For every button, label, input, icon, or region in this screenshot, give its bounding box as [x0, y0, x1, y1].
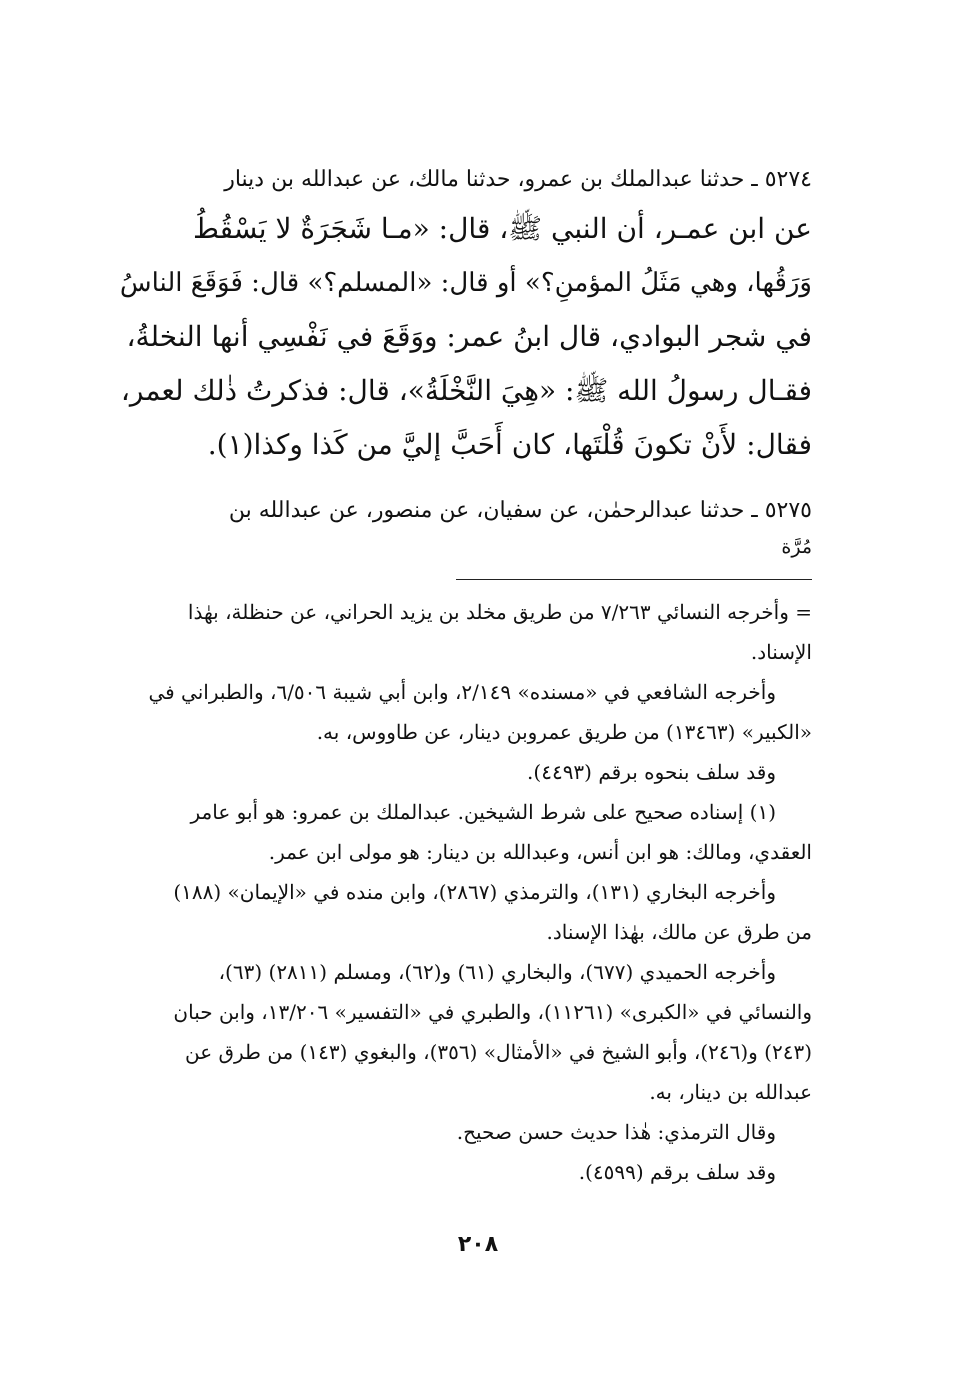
hadith-5274-line-1: ٥٢٧٤ ـ حدثنا عبدالملك بن عمرو، حدثنا مالك، عن عبدالله بن دينار — [224, 167, 812, 192]
footnote-line-12: (٢٤٣) و(٢٤٦)، وأبو الشيخ في «الأمثال» (٣٥٦)، والبغوي (١٤٣) من طرق عن — [184, 1040, 812, 1064]
hadith-5274-line-2: عن ابن عمـر، أن النبي ﷺ، قال: «مـا شَجَرَةٌ لا يَسْقُطُ — [193, 212, 812, 245]
hadith-5274-line-3: وَرَقُها، وهي مَثَلُ المؤمنِ؟» أو قال: «المسلم؟» قال: فَوَقَعَ الناسُ — [119, 268, 812, 298]
footnote-line-2: الإسناد. — [750, 640, 812, 664]
page-number: ٢٠٨ — [457, 1232, 499, 1257]
footnotes — [112, 592, 812, 1192]
hadith-5275 — [112, 490, 812, 562]
hadith-5274 — [112, 158, 812, 472]
footnote-line-9: من طرق عن مالك، بهٰذا الإسناد. — [546, 920, 812, 944]
footnote-line-1: = وأخرجه النسائي ٧/٢٦٣ من طريق مخلد بن يزيد الحراني، عن حنظلة، بهٰذا — [187, 600, 812, 624]
footnote-line-11: والنسائي في «الكبرى» (١١٢٦١)، والطبري في «التفسير» ١٣/٢٠٦، وابن حبان — [173, 1000, 812, 1024]
footnote-separator — [456, 579, 812, 580]
hadith-5275-line-2: مُرَّة — [781, 536, 812, 558]
footnote-line-3: وأخرجه الشافعي في «مسنده» ٢/١٤٩، وابن أبي شيبة ٦/٥٠٦، والطبراني في — [148, 680, 776, 704]
footnote-line-13: عبدالله بن دينار، به. — [649, 1080, 812, 1104]
footnote-line-14: وقال الترمذي: هٰذا حديث حسن صحيح. — [456, 1120, 776, 1144]
hadith-5274-line-5: فقـال رسولُ الله ﷺ: «هِيَ النَّخْلَةُ»، قال: فذكرتُ ذٰلك لعمر، — [120, 374, 812, 407]
hadith-5274-line-6: فقال: لأَنْ تكونَ قُلْتَها، كان أَحَبَّ إليَّ من كَذا وكذا(١). — [207, 428, 812, 461]
footnote-line-6: (١) إسناده صحيح على شرط الشيخين. عبدالملك بن عمرو: هو أبو عامر — [190, 800, 776, 824]
hadith-5275-line-1: ٥٢٧٥ ـ حدثنا عبدالرحمٰن، عن سفيان، عن منصور، عن عبدالله بن — [228, 498, 812, 523]
footnote-line-8: وأخرجه البخاري (١٣١)، والترمذي (٢٨٦٧)، وابن منده في «الإيمان» (١٨٨) — [173, 880, 776, 904]
footnote-line-7: العقدي، ومالك: هو ابن أنس، وعبدالله بن دينار: هو مولى ابن عمر. — [268, 840, 812, 864]
footnote-line-5: وقد سلف بنحوه برقم (٤٤٩٣). — [527, 760, 776, 784]
hadith-5274-line-4: في شجر البوادي، قال ابنُ عمر: ووَقَعَ في نَفْسِي أنها النخلةُ، — [126, 320, 812, 353]
footnote-line-4: «الكبير» (١٣٤٦٣) من طريق عمروبن دينار، عن طاووس، به. — [316, 720, 812, 744]
footnote-line-15: وقد سلف برقم (٤٥٩٩). — [578, 1160, 776, 1184]
footnote-line-10: وأخرجه الحميدي (٦٧٧)، والبخاري (٦١) و(٦٢)، ومسلم (٢٨١١) (٦٣)، — [218, 960, 776, 984]
